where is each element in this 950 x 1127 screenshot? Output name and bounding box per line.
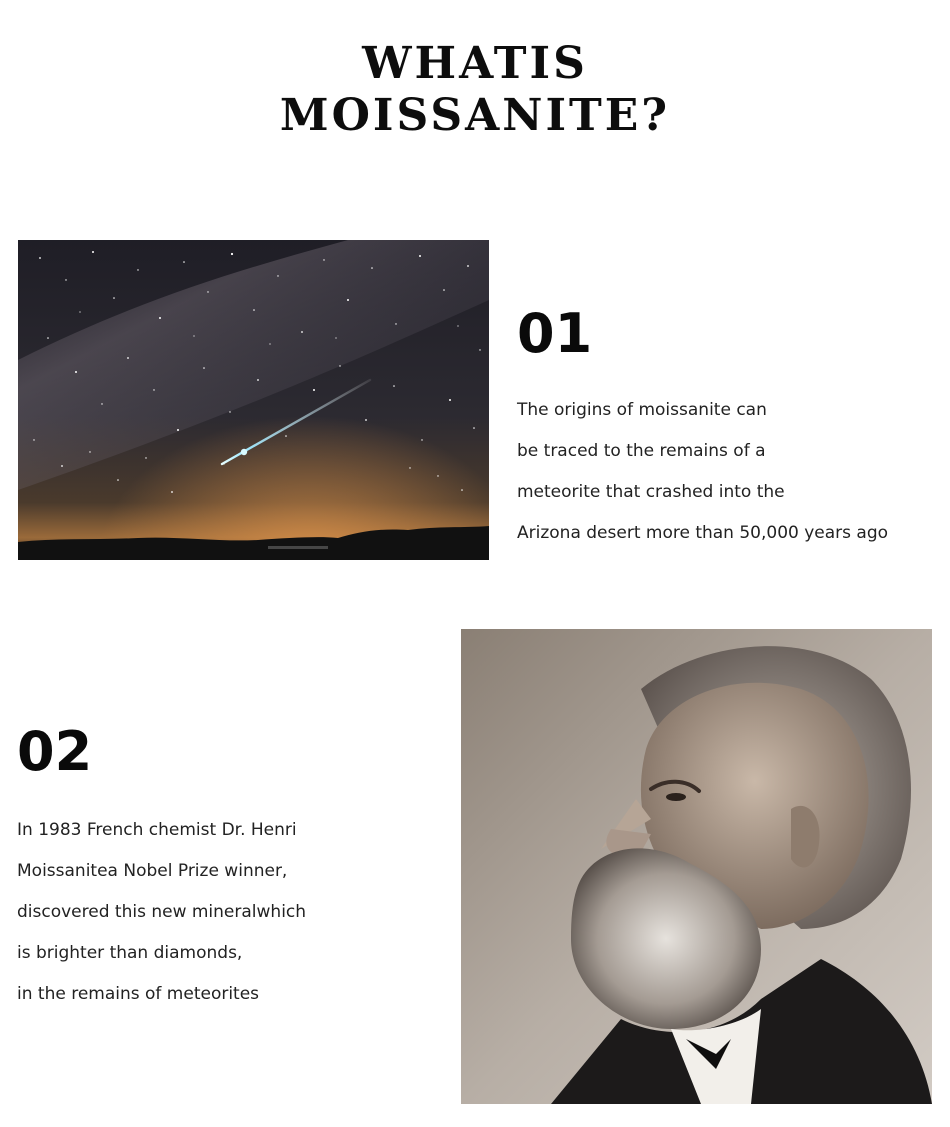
- section-2-number: 02: [17, 720, 93, 783]
- section-2-text: [17, 810, 306, 1015]
- bearded-man-portrait-photo: [461, 629, 932, 1104]
- title-line-2: MOISSANITE?: [279, 90, 671, 141]
- section-2-line: Moissanitea Nobel Prize winner,: [17, 861, 288, 881]
- night-sky-meteor-illustration: [18, 240, 489, 560]
- section-1-line: meteorite that crashed into the: [517, 482, 785, 502]
- section-2-line: In 1983 French chemist Dr. Henri: [17, 820, 297, 840]
- portrait-illustration: [461, 629, 932, 1104]
- section-1-number: 01: [517, 302, 593, 365]
- night-sky-meteor-photo: [18, 240, 489, 560]
- section-2-line: in the remains of meteorites: [17, 984, 260, 1004]
- section-1-line: Arizona desert more than 50,000 years ago: [517, 523, 889, 543]
- section-1-text: [517, 390, 888, 554]
- page-title: [0, 38, 950, 142]
- section-2-line: discovered this new mineralwhich: [17, 902, 307, 922]
- section-1-line: The origins of moissanite can: [517, 400, 767, 420]
- section-2-line: is brighter than diamonds,: [17, 943, 243, 963]
- title-line-1: WHATIS: [362, 38, 588, 89]
- section-1-line: be traced to the remains of a: [517, 441, 766, 461]
